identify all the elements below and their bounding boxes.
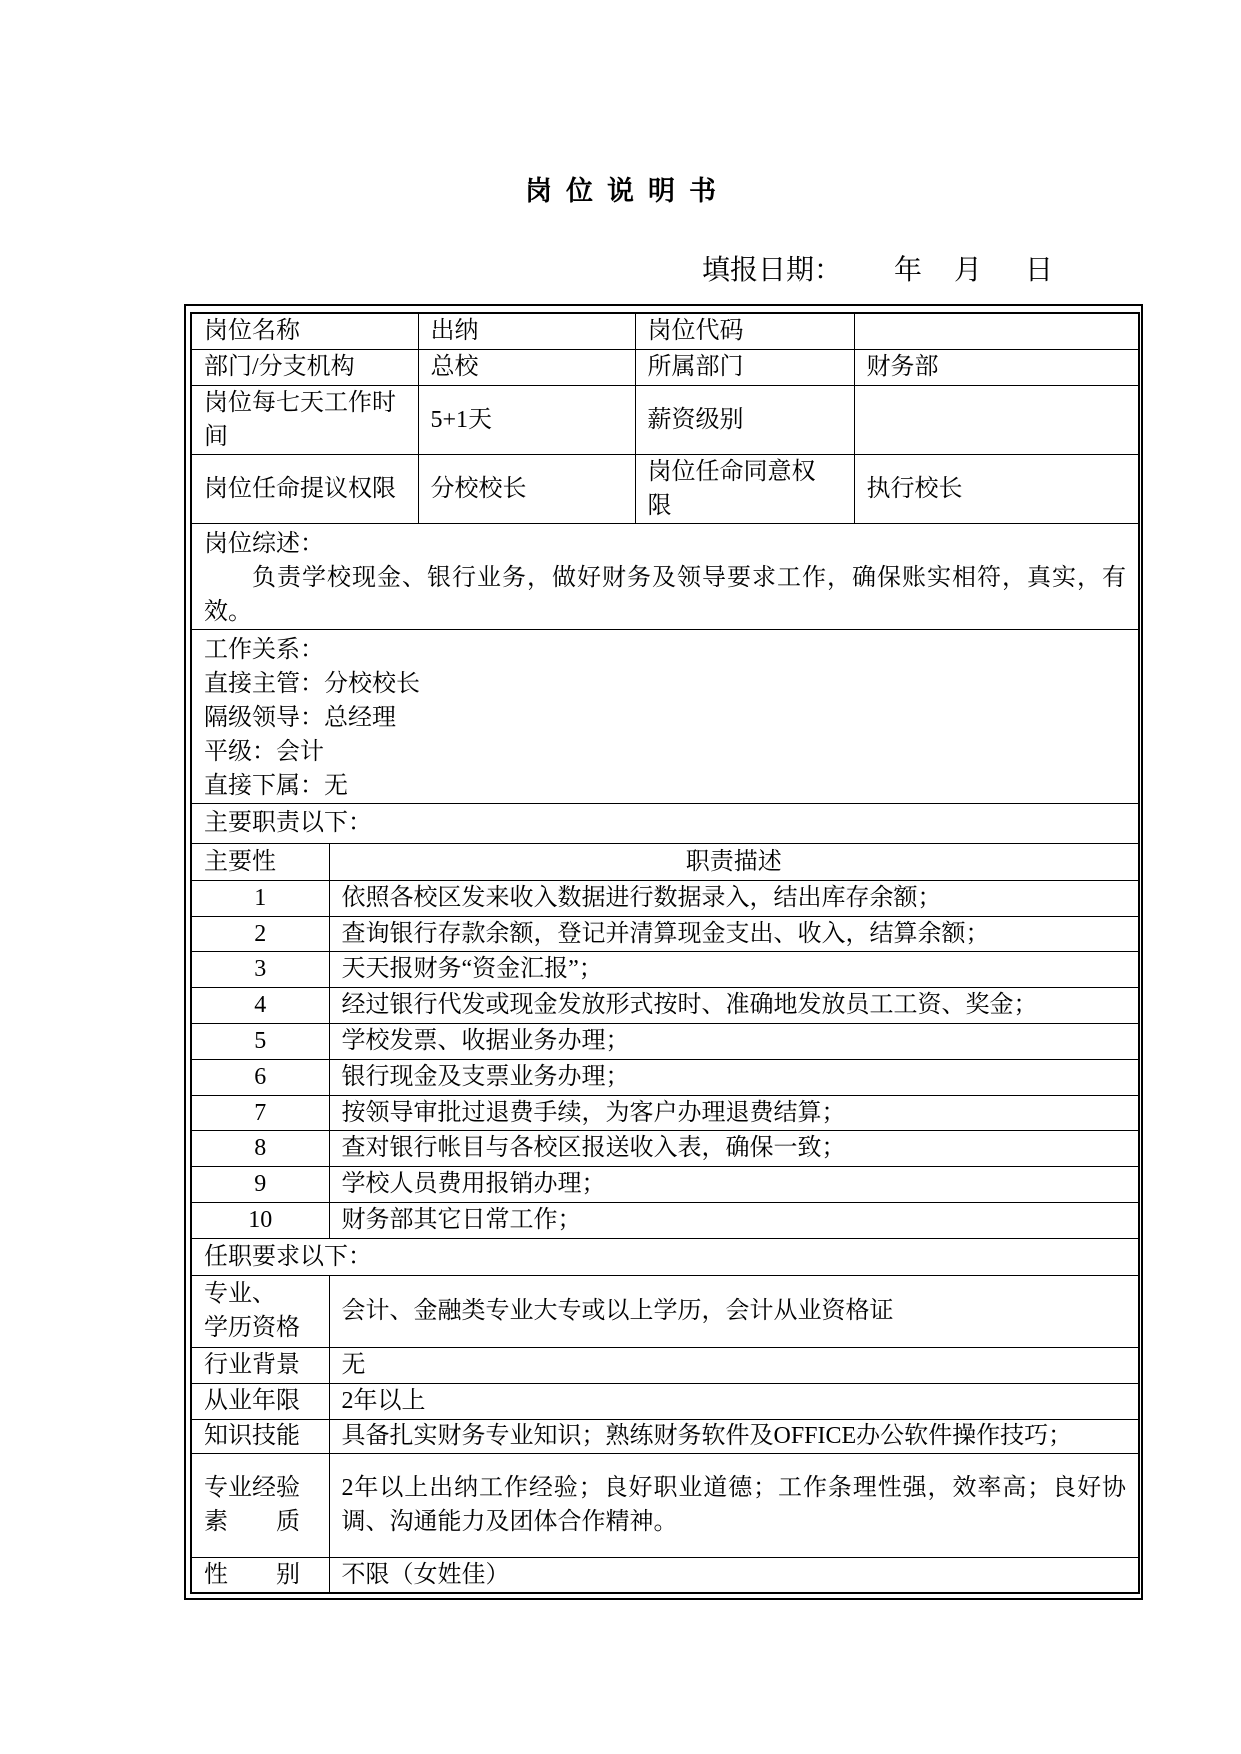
- duty-row: [191, 1130, 1139, 1166]
- position-code-label: 岗位代码: [635, 313, 854, 349]
- duty-row: [191, 1166, 1139, 1202]
- appointment-approval-label-line: 岗位任命同意权: [647, 458, 816, 485]
- weekly-work-time-label-line: 岗位每七天工作时: [204, 389, 396, 416]
- duty-description: 银行现金及支票业务办理；: [329, 1059, 1139, 1095]
- relation-direct-report: [204, 769, 1126, 803]
- requirements-heading: 任职要求以下：: [191, 1238, 1139, 1275]
- weekly-work-time-label: [191, 385, 418, 454]
- row-requirements-heading: [191, 1238, 1139, 1275]
- gender-label: 性 别: [191, 1557, 329, 1593]
- experience-quality-label-line: 专业经验: [204, 1475, 300, 1501]
- row-work-relations: [191, 629, 1139, 803]
- relation-skip-level-leader: [204, 701, 1126, 735]
- row-work-time: [191, 385, 1139, 454]
- relation-value: 总经理: [324, 704, 396, 731]
- duty-priority: 3: [191, 951, 329, 987]
- work-relations-label: 工作关系：: [204, 636, 324, 663]
- duty-description: 天天报财务“资金汇报”；: [329, 951, 1139, 987]
- appointment-approval-value: 执行校长: [854, 454, 1139, 523]
- weekly-work-time-value: 5+1天: [418, 385, 635, 454]
- duty-description: 学校发票、收据业务办理；: [329, 1023, 1139, 1059]
- appointment-approval-label-line: 限: [647, 492, 672, 519]
- duty-row: [191, 951, 1139, 987]
- duty-priority: 10: [191, 1202, 329, 1238]
- fill-date-label: 填报日期：: [702, 253, 843, 286]
- experience-quality-text-line: 调、沟通能力及团体合作精神。: [341, 1509, 678, 1535]
- relation-value: 无: [324, 772, 348, 799]
- appointment-proposal-value: 分校校长: [418, 454, 635, 523]
- duty-row: [191, 1023, 1139, 1059]
- knowledge-skills-label: 知识技能: [191, 1419, 329, 1453]
- duty-description: 经过银行代发或现金发放形式按时、准确地发放员工工资、奖金；: [329, 987, 1139, 1023]
- qualification-value: 会计、金融类专业大专或以上学历，会计从业资格证: [329, 1275, 1139, 1347]
- appointment-approval-label: [635, 454, 854, 523]
- salary-level-value: [854, 385, 1139, 454]
- position-code-value: [854, 313, 1139, 349]
- relation-value: 分校校长: [324, 670, 420, 697]
- gender-value: 不限（女姓佳）: [329, 1557, 1139, 1593]
- appointment-proposal-label: 岗位任命提议权限: [191, 454, 418, 523]
- row-summary: [191, 523, 1139, 629]
- relation-label: 隔级领导：: [204, 704, 324, 731]
- affiliated-department-label: 所属部门: [635, 349, 854, 385]
- position-name-value: 出纳: [418, 313, 635, 349]
- duty-description: 学校人员费用报销办理；: [329, 1166, 1139, 1202]
- summary-text-line: 效。: [204, 598, 252, 625]
- duty-priority: 6: [191, 1059, 329, 1095]
- row-experience-quality: [191, 1453, 1139, 1557]
- row-appointment: [191, 454, 1139, 523]
- duty-priority: 4: [191, 987, 329, 1023]
- job-description-table: [190, 312, 1140, 1594]
- years-of-experience-label: 从业年限: [191, 1383, 329, 1419]
- industry-background-label: 行业背景: [191, 1347, 329, 1383]
- duty-row: [191, 1059, 1139, 1095]
- industry-background-value: 无: [329, 1347, 1139, 1383]
- salary-level-label: 薪资级别: [635, 385, 854, 454]
- duty-row: [191, 1202, 1139, 1238]
- duties-heading: 主要职责以下：: [191, 803, 1139, 843]
- summary-label: 岗位综述：: [204, 530, 324, 557]
- duty-row: [191, 1095, 1139, 1130]
- duty-priority: 8: [191, 1130, 329, 1166]
- experience-quality-label: [191, 1453, 329, 1557]
- duty-description-header: 职责描述: [329, 843, 1139, 880]
- qualification-label-line: 学历资格: [204, 1315, 300, 1341]
- row-gender: [191, 1557, 1139, 1593]
- duty-priority-header: 主要性: [191, 843, 329, 880]
- duty-priority: 9: [191, 1166, 329, 1202]
- duty-row: [191, 916, 1139, 951]
- relation-peer: [204, 735, 1126, 769]
- summary-cell: [191, 523, 1139, 629]
- duty-description: 财务部其它日常工作；: [329, 1202, 1139, 1238]
- duty-row: [191, 987, 1139, 1023]
- position-name-label: 岗位名称: [191, 313, 418, 349]
- row-years-of-experience: [191, 1383, 1139, 1419]
- page-title: 岗位说明书: [525, 176, 730, 207]
- relation-label: 平级：: [204, 738, 276, 765]
- relation-value: 会计: [276, 738, 324, 765]
- duty-description: 按领导审批过退费手续，为客户办理退费结算；: [329, 1095, 1139, 1130]
- row-qualification: [191, 1275, 1139, 1347]
- summary-text-line: 负责学校现金、银行业务，做好财务及领导要求工作，确保账实相符，真实，有: [252, 564, 1126, 591]
- row-position-name: [191, 313, 1139, 349]
- qualification-label: [191, 1275, 329, 1347]
- row-duties-header: [191, 843, 1139, 880]
- weekly-work-time-label-line: 间: [204, 423, 228, 450]
- department-label: 部门/分支机构: [191, 349, 418, 385]
- knowledge-skills-value: 具备扎实财务专业知识；熟练财务软件及OFFICE办公软件操作技巧；: [329, 1419, 1139, 1453]
- row-industry-background: [191, 1347, 1139, 1383]
- duty-description: 查询银行存款余额，登记并清算现金支出、收入，结算余额；: [329, 916, 1139, 951]
- fill-date-month-label: 月: [954, 253, 983, 286]
- fill-date-year-label: 年: [894, 253, 923, 286]
- years-of-experience-value: 2年以上: [329, 1383, 1139, 1419]
- work-relations-cell: [191, 629, 1139, 803]
- experience-quality-label-line: 素 质: [204, 1509, 300, 1535]
- experience-quality-text-line: 2年以上出纳工作经验；良好职业道德；工作条理性强，效率高；良好协: [341, 1475, 1126, 1501]
- duty-row: [191, 880, 1139, 916]
- experience-quality-value: [329, 1453, 1139, 1557]
- row-department: [191, 349, 1139, 385]
- row-knowledge-skills: [191, 1419, 1139, 1453]
- duty-priority: 5: [191, 1023, 329, 1059]
- qualification-label-line: 专业、: [204, 1281, 276, 1307]
- duty-priority: 1: [191, 880, 329, 916]
- row-duties-heading: [191, 803, 1139, 843]
- fill-date-day-label: 日: [1025, 253, 1054, 286]
- duty-description: 依照各校区发来收入数据进行数据录入，结出库存余额；: [329, 880, 1139, 916]
- department-value: 总校: [418, 349, 635, 385]
- duty-priority: 2: [191, 916, 329, 951]
- duty-priority: 7: [191, 1095, 329, 1130]
- relation-direct-supervisor: [204, 667, 1126, 701]
- affiliated-department-value: 财务部: [854, 349, 1139, 385]
- relation-label: 直接主管：: [204, 670, 324, 697]
- relation-label: 直接下属：: [204, 772, 324, 799]
- duty-description: 查对银行帐目与各校区报送收入表，确保一致；: [329, 1130, 1139, 1166]
